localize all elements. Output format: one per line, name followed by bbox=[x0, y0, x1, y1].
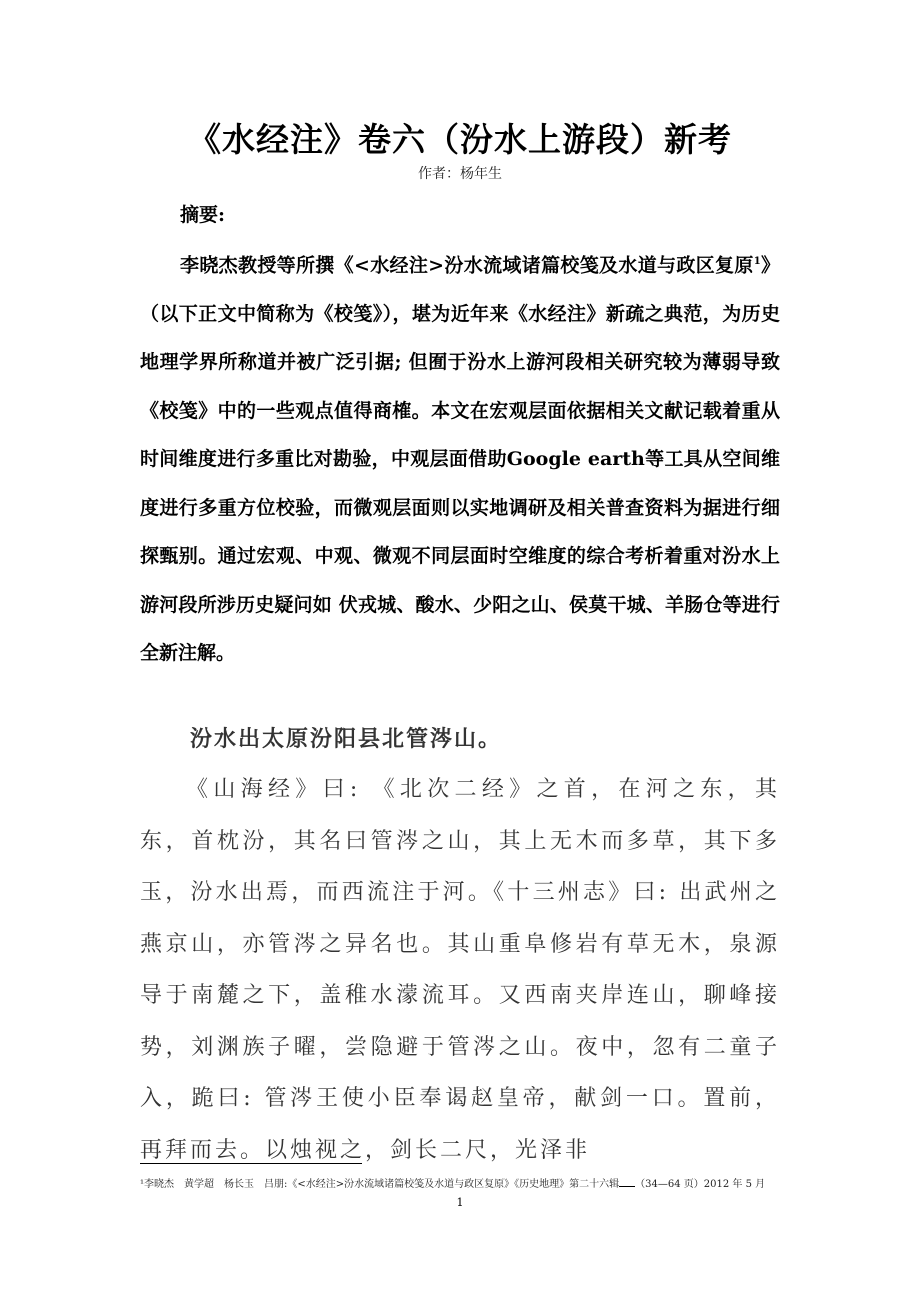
footnote-reference[interactable]: 1 bbox=[753, 256, 761, 267]
abstract-text-continued: 》（以下正文中简称为《校笺》），堪为近年来《水经注》新疏之典范，为历史地理学界所称道并被广泛引据; 但囿于汾水上游河段相关研究较为薄弱导致《校笺》中的一些观点值得商榷。本文在宏观层面依据相关文献记载着重从时间维度进行多重比对勘验，中观层面借助Google earth等工具从空间维度进行多重方位校验，而微观层面则以实地调研及相关普查资料为据进行细探甄别。通过宏观、中观、微观不同层面时空维度的综合考析着重对汾水上游河段所涉历史疑问如 伏戎城、酸水、少阳之山、侯莫干城、羊肠仓等进行全新注解。 bbox=[140, 254, 780, 665]
author-line: 作者：杨年生 bbox=[418, 166, 502, 182]
footnote-underline bbox=[619, 1186, 635, 1187]
page-title: 《水经注》卷六（汾水上游段）新考 bbox=[188, 120, 732, 159]
footnote-text: ¹李晓杰 黄学超 杨长玉 吕朋:《<水经注>汾水流域诸篇校笺及水道与政区复原》《历史地理》第二十六辑 bbox=[140, 1179, 620, 1190]
abstract-text: 李晓杰教授等所撰《<水经注>汾水流域诸篇校笺及水道与政区复原 bbox=[180, 254, 754, 277]
abstract-paragraph bbox=[140, 238, 780, 678]
footnote-tail: （34—64 页）2012 年 5 月 bbox=[635, 1179, 766, 1190]
page-number: 1 bbox=[456, 1196, 464, 1209]
body-paragraph: 《山海经》曰: 《北次二经》之首，在河之东，其东，首枕汾，其名曰管涔之山，其上无木而多草，其下多玉，汾水出焉，而西流注于河。《十三州志》曰: 出武州之燕京山，亦管涔之异名也。其山重阜修岩有草无木，泉源导于南麓之下，盖稚水濛流耳。又西南夹岸连山，聊峰接势，刘渊族子曜，尝隐避于管涔之山。夜中，忽有二童子入，跪曰: 管涔王使小臣奉谒赵皇帝，献剑一口。置前，再拜而去。以烛视之，剑长二尺，光泽非 bbox=[140, 777, 780, 1163]
abstract-heading: 摘要: bbox=[180, 204, 226, 226]
section-heading: 汾水出太原汾阳县北管涔山。 bbox=[190, 726, 503, 752]
footnote bbox=[140, 1175, 820, 1190]
footnote-divider bbox=[140, 1163, 362, 1164]
